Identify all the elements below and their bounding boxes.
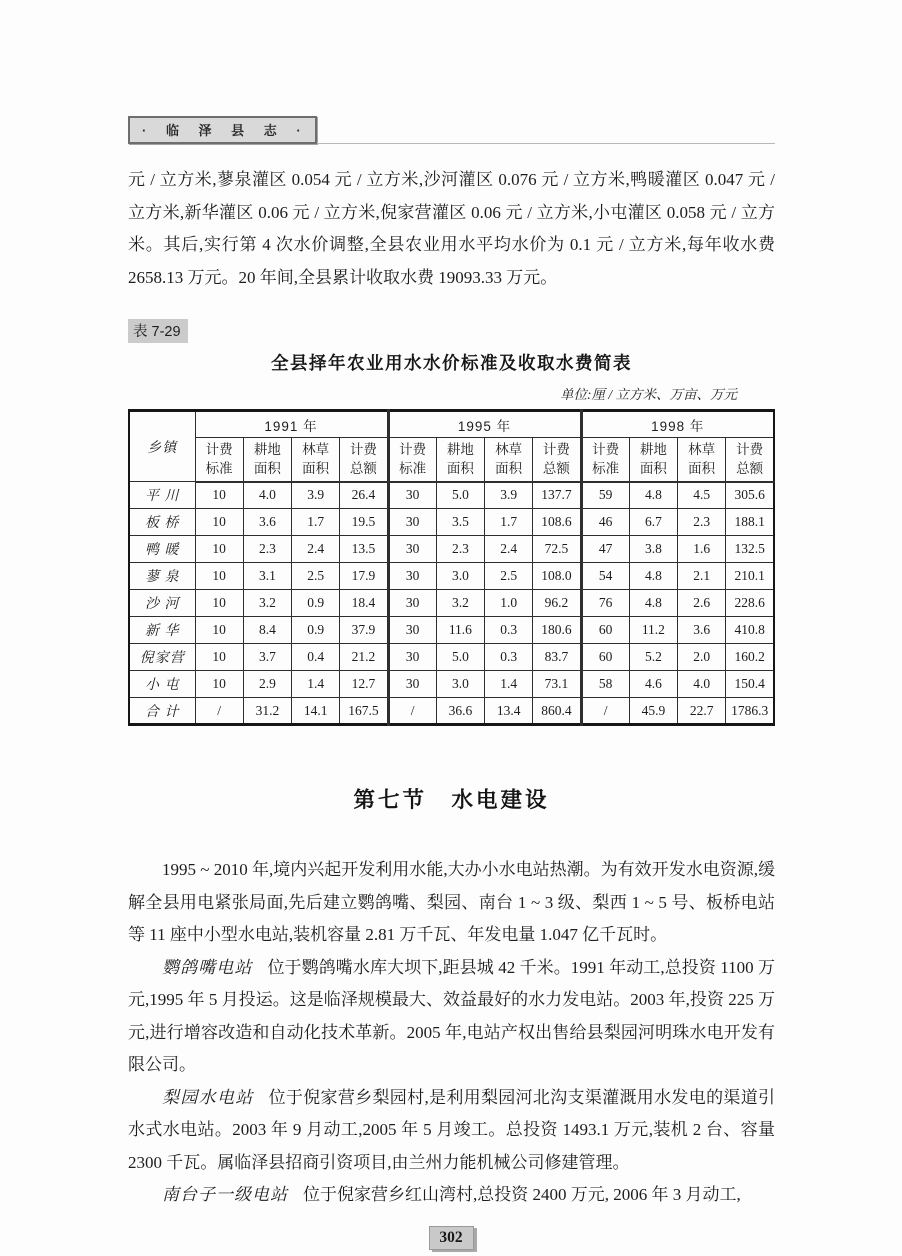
value-cell: 167.5 <box>340 698 388 725</box>
value-cell: 30 <box>388 671 436 698</box>
paragraph-nantaizi-station <box>128 1179 775 1212</box>
value-cell: 72.5 <box>533 536 581 563</box>
value-cell: 2.3 <box>678 509 726 536</box>
value-cell: 5.2 <box>629 644 677 671</box>
value-cell: 3.2 <box>436 590 484 617</box>
value-cell: 19.5 <box>340 509 388 536</box>
township-cell: 板 桥 <box>129 509 195 536</box>
table-row <box>129 509 774 536</box>
value-cell: 5.0 <box>436 482 484 509</box>
value-cell: 3.9 <box>292 482 340 509</box>
value-cell: / <box>388 698 436 725</box>
value-cell: 10 <box>195 536 243 563</box>
value-cell: 22.7 <box>678 698 726 725</box>
value-cell: 76 <box>581 590 629 617</box>
col-header-billing-total: 计费 总额 <box>533 438 581 482</box>
col-header-year-1998: 1998 年 <box>581 411 774 438</box>
value-cell: 14.1 <box>292 698 340 725</box>
value-cell: 17.9 <box>340 563 388 590</box>
station-name: 鹦鸽嘴电站 <box>162 957 253 977</box>
value-cell: 58 <box>581 671 629 698</box>
value-cell: 3.9 <box>485 482 533 509</box>
value-cell: 36.6 <box>436 698 484 725</box>
value-cell: 137.7 <box>533 482 581 509</box>
table-title: 全县择年农业用水水价标准及收取水费简表 <box>271 353 632 373</box>
value-cell: 1.7 <box>292 509 340 536</box>
book-title-badge: · 临 泽 县 志 · <box>128 116 317 144</box>
col-header-billing-total: 计费 总额 <box>340 438 388 482</box>
value-cell: 13.5 <box>340 536 388 563</box>
table-header-year-row <box>129 411 774 438</box>
col-header-billing-total: 计费 总额 <box>726 438 774 482</box>
value-cell: 60 <box>581 617 629 644</box>
page-number-box: 302 <box>429 1226 474 1250</box>
value-cell: 150.4 <box>726 671 774 698</box>
value-cell: 188.1 <box>726 509 774 536</box>
value-cell: 108.6 <box>533 509 581 536</box>
value-cell: 410.8 <box>726 617 774 644</box>
value-cell: 132.5 <box>726 536 774 563</box>
table-row <box>129 644 774 671</box>
col-header-year-1991: 1991 年 <box>195 411 388 438</box>
value-cell: 2.3 <box>243 536 291 563</box>
value-cell: 2.3 <box>436 536 484 563</box>
value-cell: 30 <box>388 617 436 644</box>
township-cell: 鸭 暖 <box>129 536 195 563</box>
col-header-year-1995: 1995 年 <box>388 411 581 438</box>
value-cell: 3.0 <box>436 671 484 698</box>
value-cell: 3.0 <box>436 563 484 590</box>
value-cell: 10 <box>195 671 243 698</box>
value-cell: 30 <box>388 563 436 590</box>
value-cell: 2.4 <box>485 536 533 563</box>
table-label: 表 7-29 <box>128 319 188 343</box>
value-cell: 4.8 <box>629 482 677 509</box>
value-cell: 18.4 <box>340 590 388 617</box>
value-cell: 30 <box>388 590 436 617</box>
value-cell: 30 <box>388 482 436 509</box>
value-cell: 10 <box>195 644 243 671</box>
value-cell: 8.4 <box>243 617 291 644</box>
col-header-forest-grass-area: 林草 面积 <box>292 438 340 482</box>
value-cell: 3.8 <box>629 536 677 563</box>
col-header-forest-grass-area: 林草 面积 <box>485 438 533 482</box>
col-header-billing-standard: 计费 标准 <box>388 438 436 482</box>
value-cell: 4.8 <box>629 563 677 590</box>
value-cell: 6.7 <box>629 509 677 536</box>
value-cell: 4.0 <box>243 482 291 509</box>
header-rule <box>317 143 775 144</box>
value-cell: 2.0 <box>678 644 726 671</box>
paragraph-overview <box>128 854 775 952</box>
value-cell: 2.4 <box>292 536 340 563</box>
value-cell: 46 <box>581 509 629 536</box>
value-cell: 2.5 <box>292 563 340 590</box>
col-header-billing-standard: 计费 标准 <box>195 438 243 482</box>
value-cell: 210.1 <box>726 563 774 590</box>
value-cell: 30 <box>388 536 436 563</box>
value-cell: 60 <box>581 644 629 671</box>
paragraph-text: 位于倪家营乡红山湾村,总投资 2400 万元, 2006 年 3 月动工, <box>303 1185 741 1204</box>
table-header <box>129 411 774 482</box>
table-row <box>129 698 774 725</box>
paragraph-liyuan-station <box>128 1082 775 1180</box>
water-price-table <box>128 409 775 726</box>
township-cell: 合 计 <box>129 698 195 725</box>
value-cell: 3.5 <box>436 509 484 536</box>
table-row <box>129 536 774 563</box>
table-row <box>129 671 774 698</box>
value-cell: 30 <box>388 509 436 536</box>
station-name: 南台子一级电站 <box>162 1185 288 1204</box>
table-row <box>129 482 774 509</box>
station-name: 梨园水电站 <box>162 1087 254 1107</box>
value-cell: 31.2 <box>243 698 291 725</box>
value-cell: 45.9 <box>629 698 677 725</box>
value-cell: 2.1 <box>678 563 726 590</box>
value-cell: 13.4 <box>485 698 533 725</box>
paragraph-text: 位于鹦鸽嘴水库大坝下,距县城 42 千米。1991 年动工,总投资 1100 万元,1995 年 5 月投运。这是临泽规模最大、效益最好的水力发电站。2003 年,投资 225 万元,进行增容改造和自动化技术革新。2005 年,电站产权出售给县梨园河明珠水电开发有限公司。 <box>128 957 776 1074</box>
value-cell: 0.3 <box>485 644 533 671</box>
value-cell: / <box>581 698 629 725</box>
value-cell: 0.3 <box>485 617 533 644</box>
value-cell: 3.1 <box>243 563 291 590</box>
paragraph-text: 1995 ~ 2010 年,境内兴起开发利用水能,大办小水电站热潮。为有效开发水电资源,缓解全县用电紧张局面,先后建立鹦鸽嘴、梨园、南台 1 ~ 3 级、梨西 1 ~ 5 号、板桥电站等 11 座中小型水电站,装机容量 2.81 万千瓦、年发电量 1.047 亿千瓦时。 <box>128 860 775 944</box>
township-cell: 小 屯 <box>129 671 195 698</box>
value-cell: 3.7 <box>243 644 291 671</box>
value-cell: 4.6 <box>629 671 677 698</box>
value-cell: 1786.3 <box>726 698 774 725</box>
value-cell: 3.2 <box>243 590 291 617</box>
value-cell: 860.4 <box>533 698 581 725</box>
col-header-farmland-area: 耕地 面积 <box>629 438 677 482</box>
paragraph-yinggezui-station <box>128 952 775 1082</box>
value-cell: 10 <box>195 482 243 509</box>
value-cell: 59 <box>581 482 629 509</box>
value-cell: 2.9 <box>243 671 291 698</box>
value-cell: 5.0 <box>436 644 484 671</box>
table-row <box>129 617 774 644</box>
value-cell: 228.6 <box>726 590 774 617</box>
township-cell: 平 川 <box>129 482 195 509</box>
paragraph-text: 位于倪家营乡梨园村,是利用梨园河北沟支渠灌溉用水发电的渠道引水式水电站。2003 年 9 月动工,2005 年 5 月竣工。总投资 1493.1 万元,装机 2 台、容量 2300 千瓦。属临泽县招商引资项目,由兰州力能机械公司修建管理。 <box>128 1087 776 1172</box>
value-cell: 1.6 <box>678 536 726 563</box>
value-cell: 73.1 <box>533 671 581 698</box>
value-cell: 10 <box>195 590 243 617</box>
value-cell: 21.2 <box>340 644 388 671</box>
value-cell: 4.5 <box>678 482 726 509</box>
table-body <box>129 482 774 725</box>
value-cell: 180.6 <box>533 617 581 644</box>
value-cell: 12.7 <box>340 671 388 698</box>
value-cell: 1.4 <box>292 671 340 698</box>
value-cell: 3.6 <box>243 509 291 536</box>
col-header-billing-standard: 计费 标准 <box>581 438 629 482</box>
col-header-township: 乡镇 <box>129 411 195 482</box>
value-cell: 2.6 <box>678 590 726 617</box>
value-cell: 160.2 <box>726 644 774 671</box>
value-cell: 54 <box>581 563 629 590</box>
value-cell: 1.0 <box>485 590 533 617</box>
value-cell: 37.9 <box>340 617 388 644</box>
value-cell: 2.5 <box>485 563 533 590</box>
running-header <box>128 0 775 144</box>
township-cell: 蓼 泉 <box>129 563 195 590</box>
table-row <box>129 563 774 590</box>
value-cell: 47 <box>581 536 629 563</box>
col-header-forest-grass-area: 林草 面积 <box>678 438 726 482</box>
value-cell: 1.7 <box>485 509 533 536</box>
value-cell: 4.0 <box>678 671 726 698</box>
value-cell: 83.7 <box>533 644 581 671</box>
value-cell: 10 <box>195 509 243 536</box>
col-header-farmland-area: 耕地 面积 <box>243 438 291 482</box>
value-cell: 10 <box>195 563 243 590</box>
value-cell: 4.8 <box>629 590 677 617</box>
value-cell: 10 <box>195 617 243 644</box>
value-cell: 30 <box>388 644 436 671</box>
col-header-farmland-area: 耕地 面积 <box>436 438 484 482</box>
value-cell: 26.4 <box>340 482 388 509</box>
table-unit-note: 单位:厘 / 立方米、万亩、万元 <box>560 387 737 402</box>
intro-paragraph <box>128 164 775 294</box>
section-heading: 第七节 水电建设 <box>353 788 550 812</box>
value-cell: 11.6 <box>436 617 484 644</box>
value-cell: 3.6 <box>678 617 726 644</box>
value-cell: 0.9 <box>292 590 340 617</box>
table-row <box>129 590 774 617</box>
value-cell: 0.9 <box>292 617 340 644</box>
township-cell: 新 华 <box>129 617 195 644</box>
township-cell: 沙 河 <box>129 590 195 617</box>
value-cell: 305.6 <box>726 482 774 509</box>
table-header-sub-row <box>129 438 774 482</box>
value-cell: 11.2 <box>629 617 677 644</box>
value-cell: 0.4 <box>292 644 340 671</box>
value-cell: 108.0 <box>533 563 581 590</box>
page-content <box>128 164 775 1212</box>
intro-paragraph-text: 元 / 立方米,蓼泉灌区 0.054 元 / 立方米,沙河灌区 0.076 元 / 立方米,鸭暖灌区 0.047 元 / 立方米,新华灌区 0.06 元 / 立方米,倪家营灌区 0.06 元 / 立方米,小屯灌区 0.058 元 / 立方米。其后,实行第 4 次水价调整,全县农业用水平均水价为 0.1 元 / 立方米,每年收水费 2658.13 万元。20 年间,全县累计收取水费 19093.33 万元。 <box>128 170 775 287</box>
value-cell: 96.2 <box>533 590 581 617</box>
value-cell: 1.4 <box>485 671 533 698</box>
township-cell: 倪家营 <box>129 644 195 671</box>
value-cell: / <box>195 698 243 725</box>
